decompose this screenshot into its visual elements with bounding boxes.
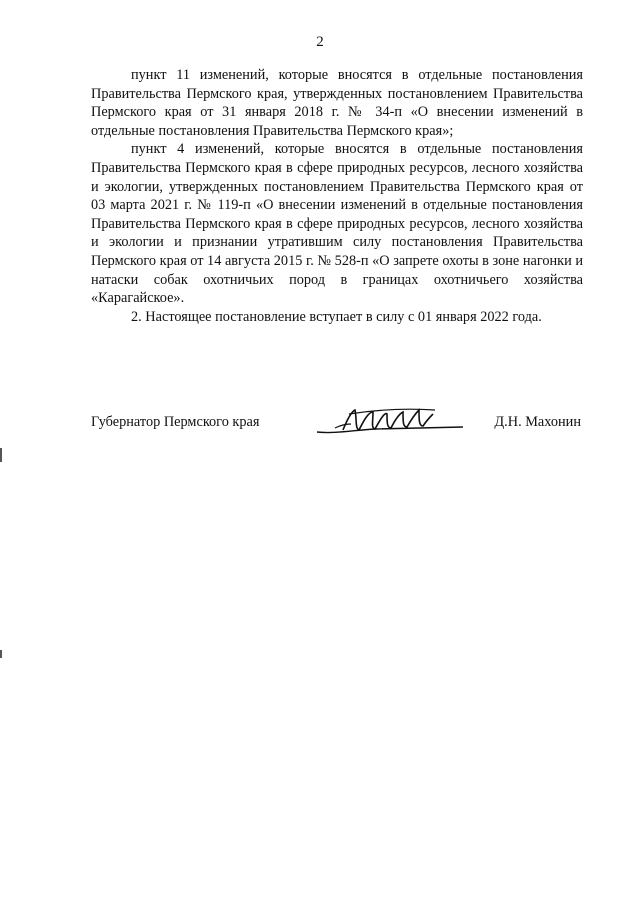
scan-edge-mark [0, 448, 2, 462]
signature-block [91, 400, 583, 440]
document-body [91, 66, 583, 326]
paragraph-item-4: пункт 4 изменений, которые вносятся в отдельные постановления Правительства Пермского края в сфере природных ресурсов, лесного хозяйства и экологии, утвержденных постановлением Правительства Пермского края от 03 марта 2021 г. № 119-п «О внесении изменений в отдельные постановления Правительства Пермского края в сфере природных ресурсов, лесного хозяйства и экологии и признании утратившим силу постановления Правительства Пермского края от 14 августа 2015 г. № 528-п «О запрете охоты в зоне нагонки и натаски собак охотничьих пород в границах охотничьего хозяйства «Карагайское». [91, 141, 583, 307]
paragraph-item-11: пункт 11 изменений, которые вносятся в отдельные постановления Правительства Пермского края, утвержденных постановлением Правительства Пермского края от 31 января 2018 г. № 34-п «О внесении изменений в отдельные постановления Правительства Пермского края»; [91, 67, 583, 139]
paragraph-effective-date: 2. Настоящее постановление вступает в силу с 01 января 2022 года. [131, 308, 542, 325]
handwritten-signature [315, 400, 465, 440]
scan-edge-mark [0, 650, 2, 658]
signer-title: Губернатор Пермского края [91, 414, 260, 430]
page-number: 2 [316, 34, 324, 50]
signer-name: Д.Н. Махонин [494, 414, 581, 430]
